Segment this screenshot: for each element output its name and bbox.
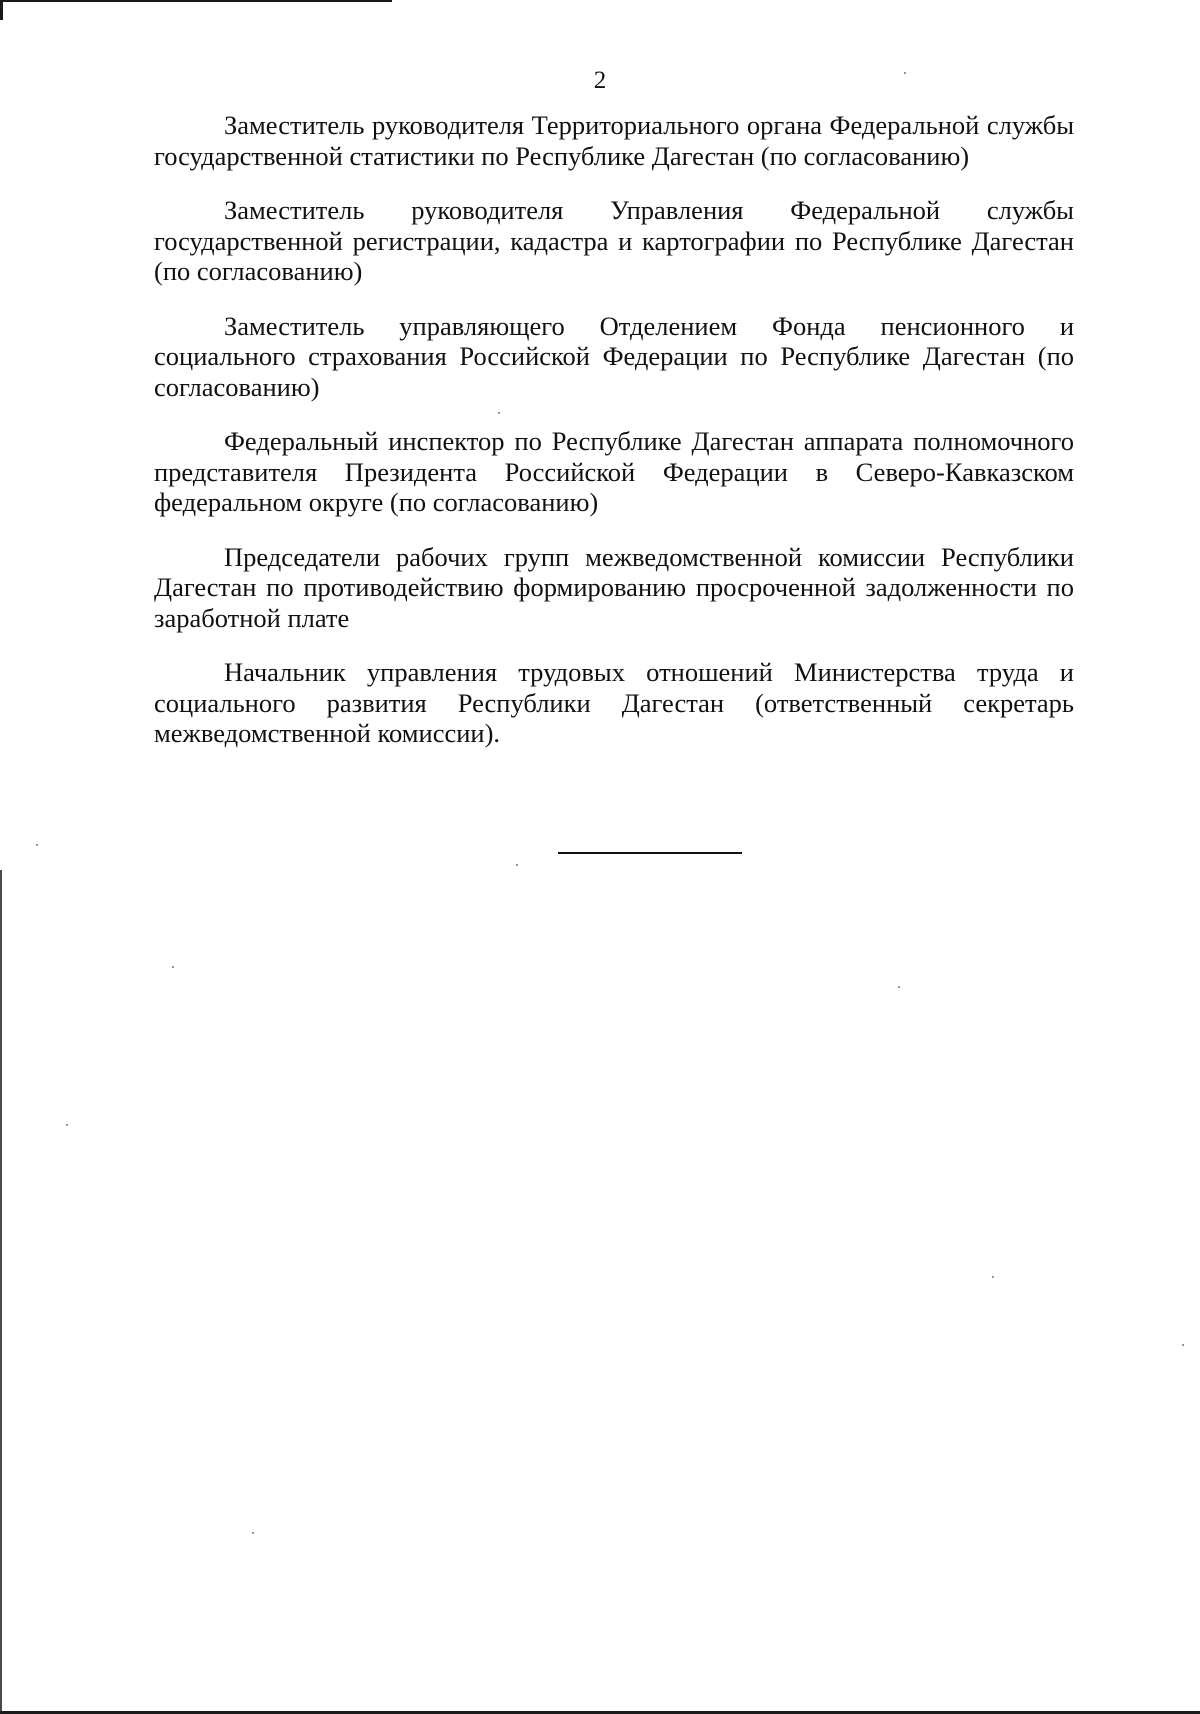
scan-speck xyxy=(36,844,38,846)
member-entry: Заместитель руководителя Территориального органа Федеральной службы государственной статистики по Республике Дагестан (по согласованию) xyxy=(154,110,1074,171)
end-of-list-rule xyxy=(558,852,742,854)
member-entry: Федеральный инспектор по Республике Дагестан аппарата полномочного представителя Президента Российской Федерации в Северо-Кавказском федеральном округе (по согласованию) xyxy=(154,426,1074,517)
scan-artifact-left-edge xyxy=(0,870,2,1714)
scan-artifact-top-line xyxy=(0,0,392,2)
member-entry: Начальник управления трудовых отношений Министерства труда и социального развития Республики Дагестан (ответственный секретарь межведомственной комиссии). xyxy=(154,657,1074,748)
scan-speck xyxy=(992,1276,994,1278)
page-number: 2 xyxy=(593,67,607,94)
member-entry: Заместитель руководителя Управления Федеральной службы государственной регистрации, кадастра и картографии по Республике Дагестан (по согласованию) xyxy=(154,195,1074,286)
member-entry: Председатели рабочих групп межведомственной комиссии Республики Дагестан по противодействию формированию просроченной задолженности по заработной плате xyxy=(154,541,1074,633)
scan-speck xyxy=(898,986,900,988)
member-entry: Заместитель управляющего Отделением Фонда пенсионного и социального страхования Российской Федерации по Республике Дагестан (по согласованию) xyxy=(154,310,1074,402)
member-list xyxy=(154,110,1074,749)
scan-speck xyxy=(252,1532,254,1534)
scan-speck xyxy=(1182,1344,1184,1346)
scan-speck xyxy=(516,864,518,866)
scan-artifact-top-mark xyxy=(0,0,3,20)
scan-speck xyxy=(172,966,174,968)
scan-speck xyxy=(66,1124,68,1126)
